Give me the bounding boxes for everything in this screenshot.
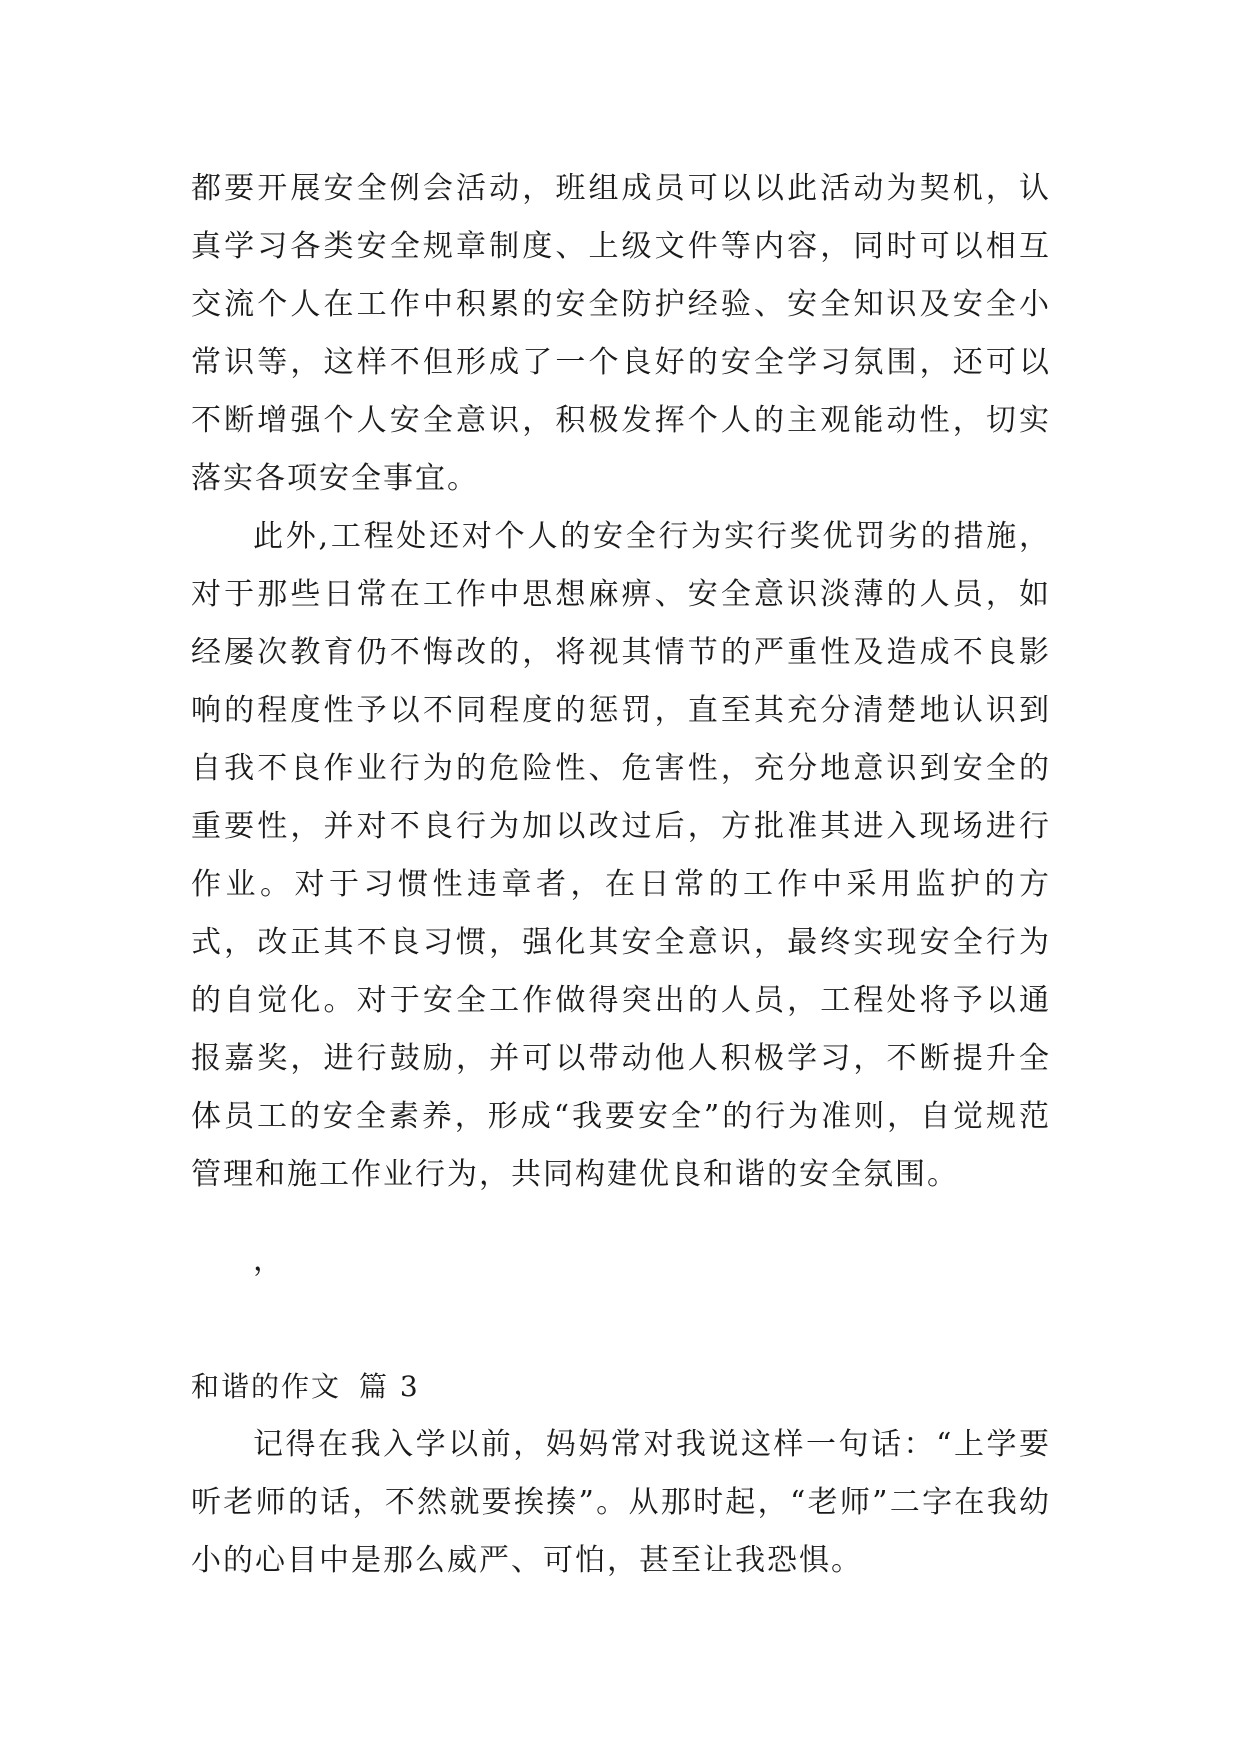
paragraph-1: 都要开展安全例会活动，班组成员可以以此活动为契机，认真学习各类安全规章制度、上级文件等内容，同时可以相互交流个人在工作中积累的安全防护经验、安全知识及安全小常识等，这样不但形成了一个良好的安全学习氛围，还可以不断增强个人安全意识，积极发挥个人的主观能动性，切实落实各项安全事宜。 [191, 171, 1051, 496]
paragraph-2: 此外,工程处还对个人的安全行为实行奖优罚劣的措施，对于那些日常在工作中思想麻痹、安全意识淡薄的人员，如经屡次教育仍不悔改的，将视其情节的严重性及造成不良影响的程度性予以不同程度的惩罚，直至其充分清楚地认识到自我不良作业行为的危险性、危害性，充分地意识到安全的重要性，并对不良行为加以改过后，方批准其进入现场进行作业。对于习惯性违章者，在日常的工作中采用监护的方式，改正其不良习惯，强化其安全意识，最终实现安全行为的自觉化。对于安全工作做得突出的人员，工程处将予以通报嘉奖，进行鼓励，并可以带动他人积极学习，不断提升全体员工的安全素养，形成“我要安全”的行为准则，自觉规范管理和施工作业行为，共同构建优良和谐的安全氛围。 [191, 519, 1051, 1192]
section-heading [191, 1358, 1051, 1416]
section-part-label: 篇 3 [359, 1370, 420, 1403]
document-body [191, 160, 1051, 1590]
paragraph-3: 记得在我入学以前，妈妈常对我说这样一句话：“上学要听老师的话，不然就要挨揍”。从那时起，“老师”二字在我幼小的心目中是那么威严、可怕，甚至让我恐惧。 [191, 1427, 1051, 1578]
section-title: 和谐的作文 [191, 1370, 342, 1403]
stray-comma: ， [253, 1243, 285, 1278]
